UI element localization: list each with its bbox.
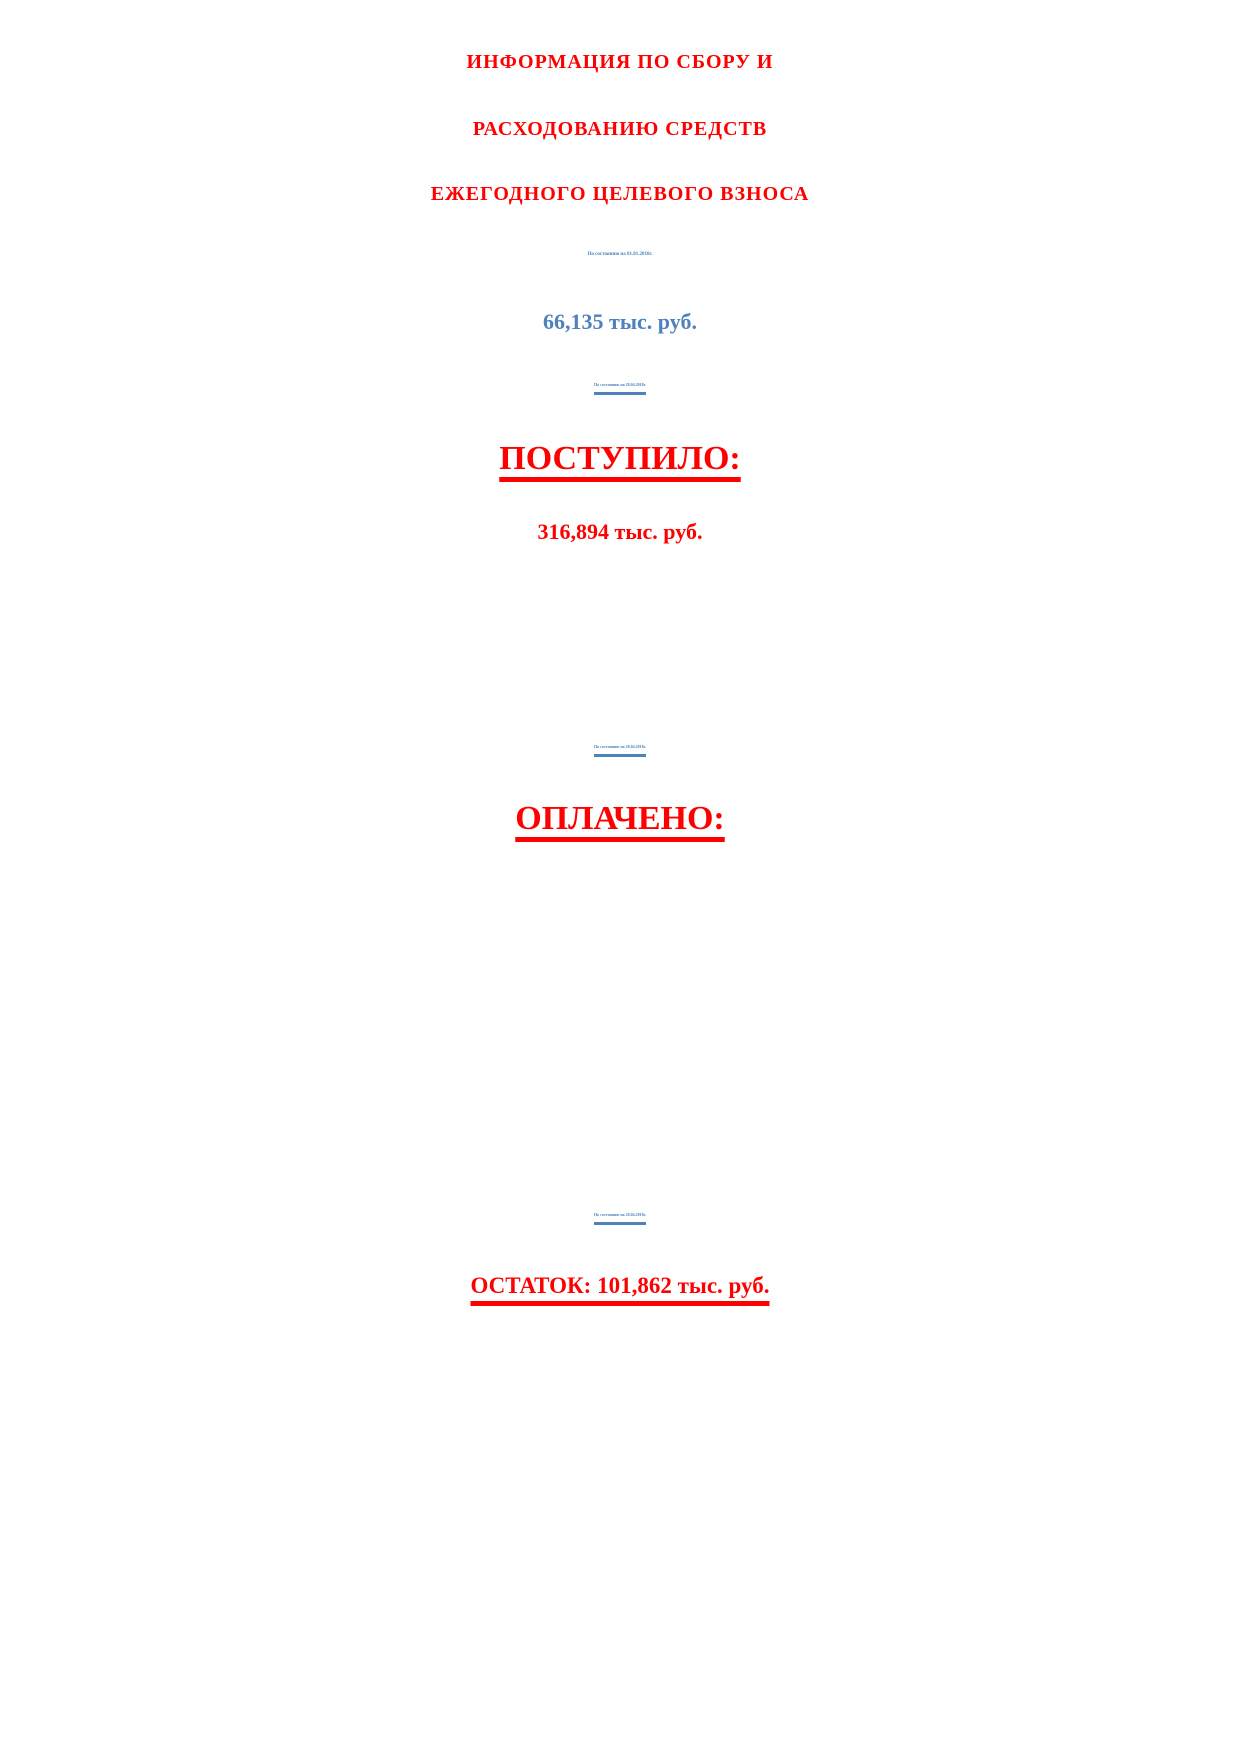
paid-item-1-cont bbox=[0, 950, 1240, 996]
footer-line-2 bbox=[0, 1400, 1240, 1440]
balance-text: ОСТАТОК: 101,862 тыс. руб. bbox=[470, 1273, 770, 1298]
paid-as-of bbox=[0, 722, 1240, 773]
paid-item-3 bbox=[0, 1052, 1240, 1098]
received-detail-line-3 bbox=[0, 670, 1240, 716]
footer-line-3 bbox=[0, 1444, 1240, 1484]
balance-as-of-text: По состоянию на 28.04.2018г. bbox=[594, 1212, 646, 1217]
received-detail-line-2 bbox=[0, 618, 1240, 664]
received-as-of bbox=[0, 360, 1240, 411]
received-as-of-text: По состоянию на 28.04.2018г. bbox=[594, 382, 646, 387]
received-amount: 316,894 тыс. руб. bbox=[537, 519, 703, 544]
paid-heading bbox=[0, 778, 1240, 859]
received-detail-line-1 bbox=[0, 568, 1240, 614]
received-heading bbox=[0, 418, 1240, 499]
title-line-3: ЕЖЕГОДНОГО ЦЕЛЕВОГО ВЗНОСА bbox=[430, 183, 810, 205]
opening-as-of: По состоянию на 01.01.2018г. bbox=[587, 252, 653, 257]
received-amount-line bbox=[0, 498, 1240, 573]
title-line-1: ИНФОРМАЦИЯ ПО СБОРУ И bbox=[466, 51, 774, 73]
opening-amount: 66,135 тыс. руб. bbox=[543, 309, 697, 334]
paid-intro bbox=[0, 856, 1240, 896]
paid-heading-text: ОПЛАЧЕНО: bbox=[515, 800, 725, 837]
balance-line bbox=[0, 1252, 1240, 1320]
balance-as-of bbox=[0, 1190, 1240, 1241]
paid-as-of-text: По состоянию на 28.04.2018г. bbox=[594, 744, 646, 749]
received-heading-text: ПОСТУПИЛО: bbox=[499, 440, 741, 477]
paid-item-2 bbox=[0, 1002, 1240, 1048]
title-line-2: РАСХОДОВАНИЮ СРЕДСТВ bbox=[472, 118, 768, 140]
footer-line-1 bbox=[0, 1358, 1240, 1398]
paid-item-1 bbox=[0, 900, 1240, 946]
paid-item-4 bbox=[0, 1104, 1240, 1150]
